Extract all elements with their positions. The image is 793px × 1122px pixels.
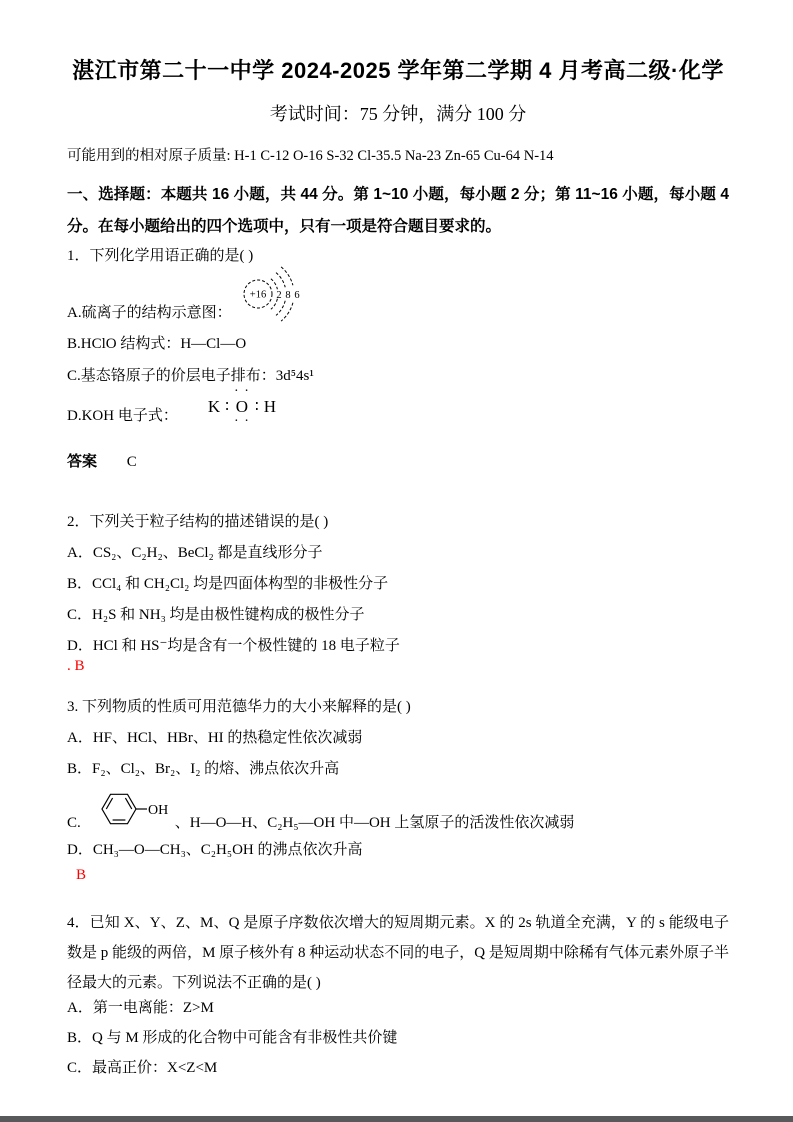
q3-stem: 3. 下列物质的性质可用范德华力的大小来解释的是( ) <box>67 699 411 715</box>
lewis-bond-pair-1: ∶ <box>225 399 230 415</box>
shell-count-1: 2 <box>275 290 282 301</box>
q1-option-a <box>67 266 729 323</box>
q1-answer-line <box>67 452 729 472</box>
q1-option-a-label: A.硫离子的结构示意图： <box>67 305 232 321</box>
q3-option-b: B．F₂、Cl₂、Br₂、I₂ 的熔、沸点依次升高 <box>67 761 340 777</box>
q1-option-d-label: D.KOH 电子式： <box>67 408 178 424</box>
lewis-bond-pair-2: ∶ <box>254 399 259 415</box>
question-1 <box>67 246 729 472</box>
page-title: 湛江市第二十一中学 2024-2025 学年第二学期 4 月考高二级·化学 <box>72 58 724 83</box>
sulfur-atom-structure-diagram <box>238 266 304 323</box>
lewis-k: K <box>207 397 221 416</box>
q2-option-d: D．HCl 和 HS⁻均是含有一个极性键的 18 电子粒子 <box>67 638 400 654</box>
q1-answer-label: 答案 <box>67 453 98 470</box>
q3-option-a: A．HF、HCl、HBr、HI 的热稳定性依次减弱 <box>67 730 363 746</box>
shell-arc-2-bottom <box>276 301 285 316</box>
q3-option-c <box>67 781 729 833</box>
q4-option-c: C．最高正价：X<Z<M <box>67 1060 218 1076</box>
q1-answer-value: C <box>126 454 137 470</box>
q4-option-b: B．Q 与 M 形成的化合物中可能含有非极性共价键 <box>67 1030 398 1046</box>
q2-option-a: A．CS₂、C₂H₂、BeCl₂ 都是直线形分子 <box>67 545 323 561</box>
q2-answer-value: . B <box>67 658 85 674</box>
q1-stem: 1．下列化学用语正确的是( ) <box>67 248 254 264</box>
q1-option-d <box>67 384 729 429</box>
q4-stem: 4．已知 X、Y、Z、M、Q 是原子序数依次增大的短周期元素。X 的 2s 轨道全充满，Y 的 s 能级电子数是 p 能级的两倍，M 原子核外有 8 种运动状态不同的电子，Q 是短周期中除稀有气体元素外原子半径最大的元素。下列说法不正确的是( ) <box>67 915 729 991</box>
shell-arc-1-top <box>270 279 277 290</box>
lewis-lone-pair-top: · · <box>234 384 250 399</box>
lewis-h: H <box>263 397 277 416</box>
q3-option-c-label: C. <box>67 815 81 831</box>
section-one-header: 一、选择题：本题共 16 小题，共 44 分。第 1~10 小题，每小题 2 分；第 11~16 小题，每小题 4 分。在每小题给出的四个选项中，只有一项是符合题目要求的。 <box>67 186 729 235</box>
hydroxyl-label: OH <box>147 803 168 818</box>
shell-count-3: 6 <box>293 290 300 301</box>
atomic-masses-line: 可能用到的相对原子质量: H-1 C-12 O-16 S-32 Cl-35.5 Na-23 Zn-65 Cu-64 N-14 <box>67 148 554 164</box>
lewis-oxygen-column <box>234 384 250 429</box>
q4-option-a: A．第一电离能：Z>M <box>67 1000 214 1016</box>
exam-time-info: 考试时间：75 分钟，满分 100 分 <box>269 104 527 124</box>
question-4 <box>67 908 729 1078</box>
lewis-o: O <box>235 397 249 416</box>
q3-option-d: D．CH₃—O—CH₃、C₂H₅OH 的沸点依次升高 <box>67 842 363 858</box>
question-2 <box>67 512 729 675</box>
q2-option-b: B．CCl₄ 和 CH₂Cl₂ 均是四面体构型的非极性分子 <box>67 576 389 592</box>
shell-arc-3-bottom <box>281 303 293 321</box>
benzene-ring <box>102 794 136 823</box>
lewis-lone-pair-bottom: · · <box>234 414 250 429</box>
q3-option-c-text: 、H—O—H、C₂H₅—OH 中—OH 上氢原子的活泼性依次减弱 <box>174 815 575 831</box>
q1-option-c: C.基态铬原子的价层电子排布：3d⁵4s¹ <box>67 368 314 384</box>
shell-count-2: 8 <box>284 290 291 301</box>
q2-stem: 2．下列关于粒子结构的描述错误的是( ) <box>67 514 329 530</box>
shell-arc-3-top <box>281 267 293 285</box>
q1-option-b: B.HClO 结构式：H—Cl—O <box>67 336 247 352</box>
page-bottom-border <box>0 1116 793 1122</box>
q3-answer-value: B <box>76 867 87 883</box>
phenol-structure-diagram <box>93 781 173 833</box>
koh-electron-formula <box>207 384 277 429</box>
nucleus-charge-label: +16 <box>249 289 266 301</box>
q2-option-c: C．H₂S 和 NH₃ 均是由极性键构成的极性分子 <box>67 607 365 623</box>
shell-arc-2-top <box>276 273 285 288</box>
question-3 <box>67 697 729 884</box>
